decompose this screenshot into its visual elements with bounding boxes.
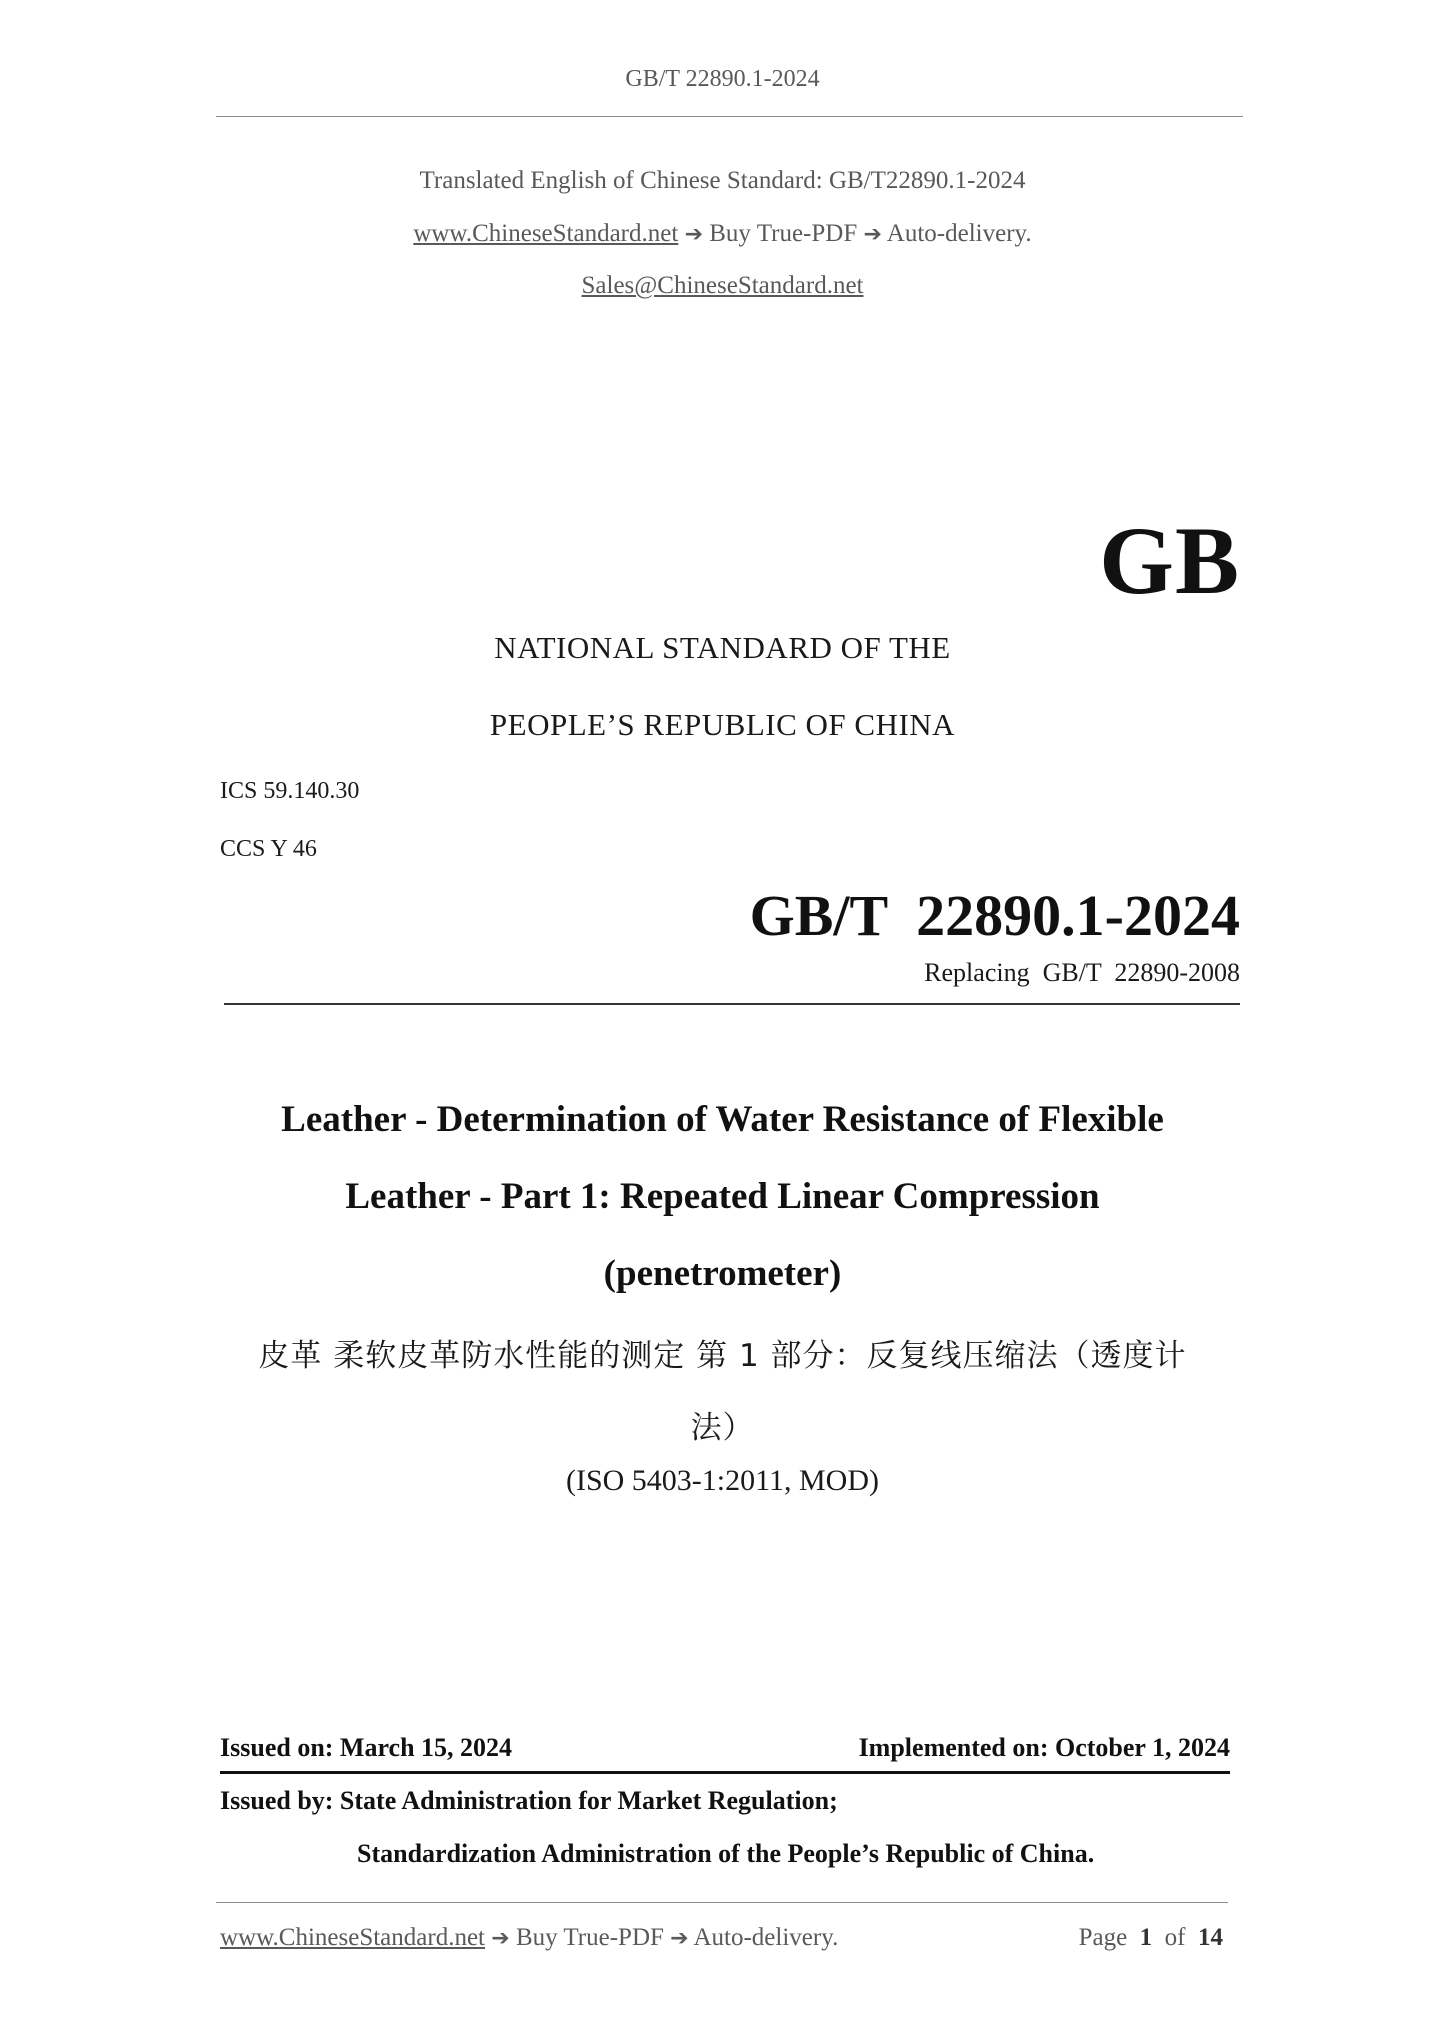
right-arrow-icon: ➔ [684, 222, 703, 247]
issue-divider [220, 1771, 1230, 1774]
issued-by: Issued by: State Administration for Market Regulation; [220, 1786, 838, 1815]
page-total: 14 [1198, 1924, 1223, 1951]
issued-on-date: Issued on: March 15, 2024 [220, 1733, 513, 1762]
iso-reference: (ISO 5403-1:2011, MOD) [565, 1464, 880, 1497]
page-number: 1 [1139, 1924, 1153, 1951]
title-divider [224, 1003, 1240, 1005]
page-indicator [1079, 1924, 1223, 1952]
promo-email-line [0, 272, 1445, 300]
footer-buy-pdf-text: Buy True-PDF [515, 1924, 664, 1951]
footer-auto-delivery-text: Auto-delivery. [693, 1924, 839, 1951]
promo-title: Translated English of Chinese Standard: GB/T22890.1-2024 [419, 167, 1026, 194]
title-cn-line-1: 皮革 柔软皮革防水性能的测定 第 1 部分：反复线压缩法（透度计 [258, 1338, 1187, 1374]
footer-links [220, 1924, 838, 1952]
gb-mark: GB [1099, 507, 1240, 614]
national-standard-line-1: NATIONAL STANDARD OF THE [494, 630, 951, 665]
buy-pdf-text: Buy True-PDF [709, 220, 858, 247]
header-divider [216, 116, 1243, 117]
implemented-on-date: Implemented on: October 1, 2024 [858, 1733, 1230, 1762]
site-link[interactable]: www.ChineseStandard.net [413, 220, 679, 247]
right-arrow-icon: ➔ [670, 1926, 689, 1951]
standard-number: GB/T 22890.1-2024 [749, 883, 1240, 948]
footer-divider [216, 1902, 1228, 1903]
ics-code: ICS 59.140.30 [220, 778, 360, 804]
issued-by-second-line: Standardization Administration of the People’s Republic of China. [357, 1839, 1095, 1868]
auto-delivery-text: Auto-delivery. [886, 220, 1032, 247]
title-cn-line-2: 法） [690, 1410, 755, 1446]
national-standard-line-2: PEOPLE’S REPUBLIC OF CHINA [489, 707, 956, 742]
title-en-line-2: Leather - Part 1: Repeated Linear Compression [345, 1176, 1100, 1217]
of-label: of [1164, 1924, 1186, 1951]
ccs-code: CCS Y 46 [220, 836, 317, 862]
title-en-line-1: Leather - Determination of Water Resistance of Flexible [281, 1099, 1164, 1140]
replacing-standard: Replacing GB/T 22890-2008 [924, 958, 1240, 987]
promo-links [0, 220, 1445, 248]
running-header: GB/T 22890.1-2024 [625, 66, 820, 92]
sales-email-link[interactable]: Sales@ChineseStandard.net [581, 272, 864, 299]
footer-site-link[interactable]: www.ChineseStandard.net [220, 1924, 485, 1951]
title-en-line-3: (penetrometer) [603, 1253, 842, 1294]
right-arrow-icon: ➔ [491, 1926, 510, 1951]
right-arrow-icon: ➔ [863, 222, 882, 247]
page-label: Page [1078, 1924, 1128, 1951]
